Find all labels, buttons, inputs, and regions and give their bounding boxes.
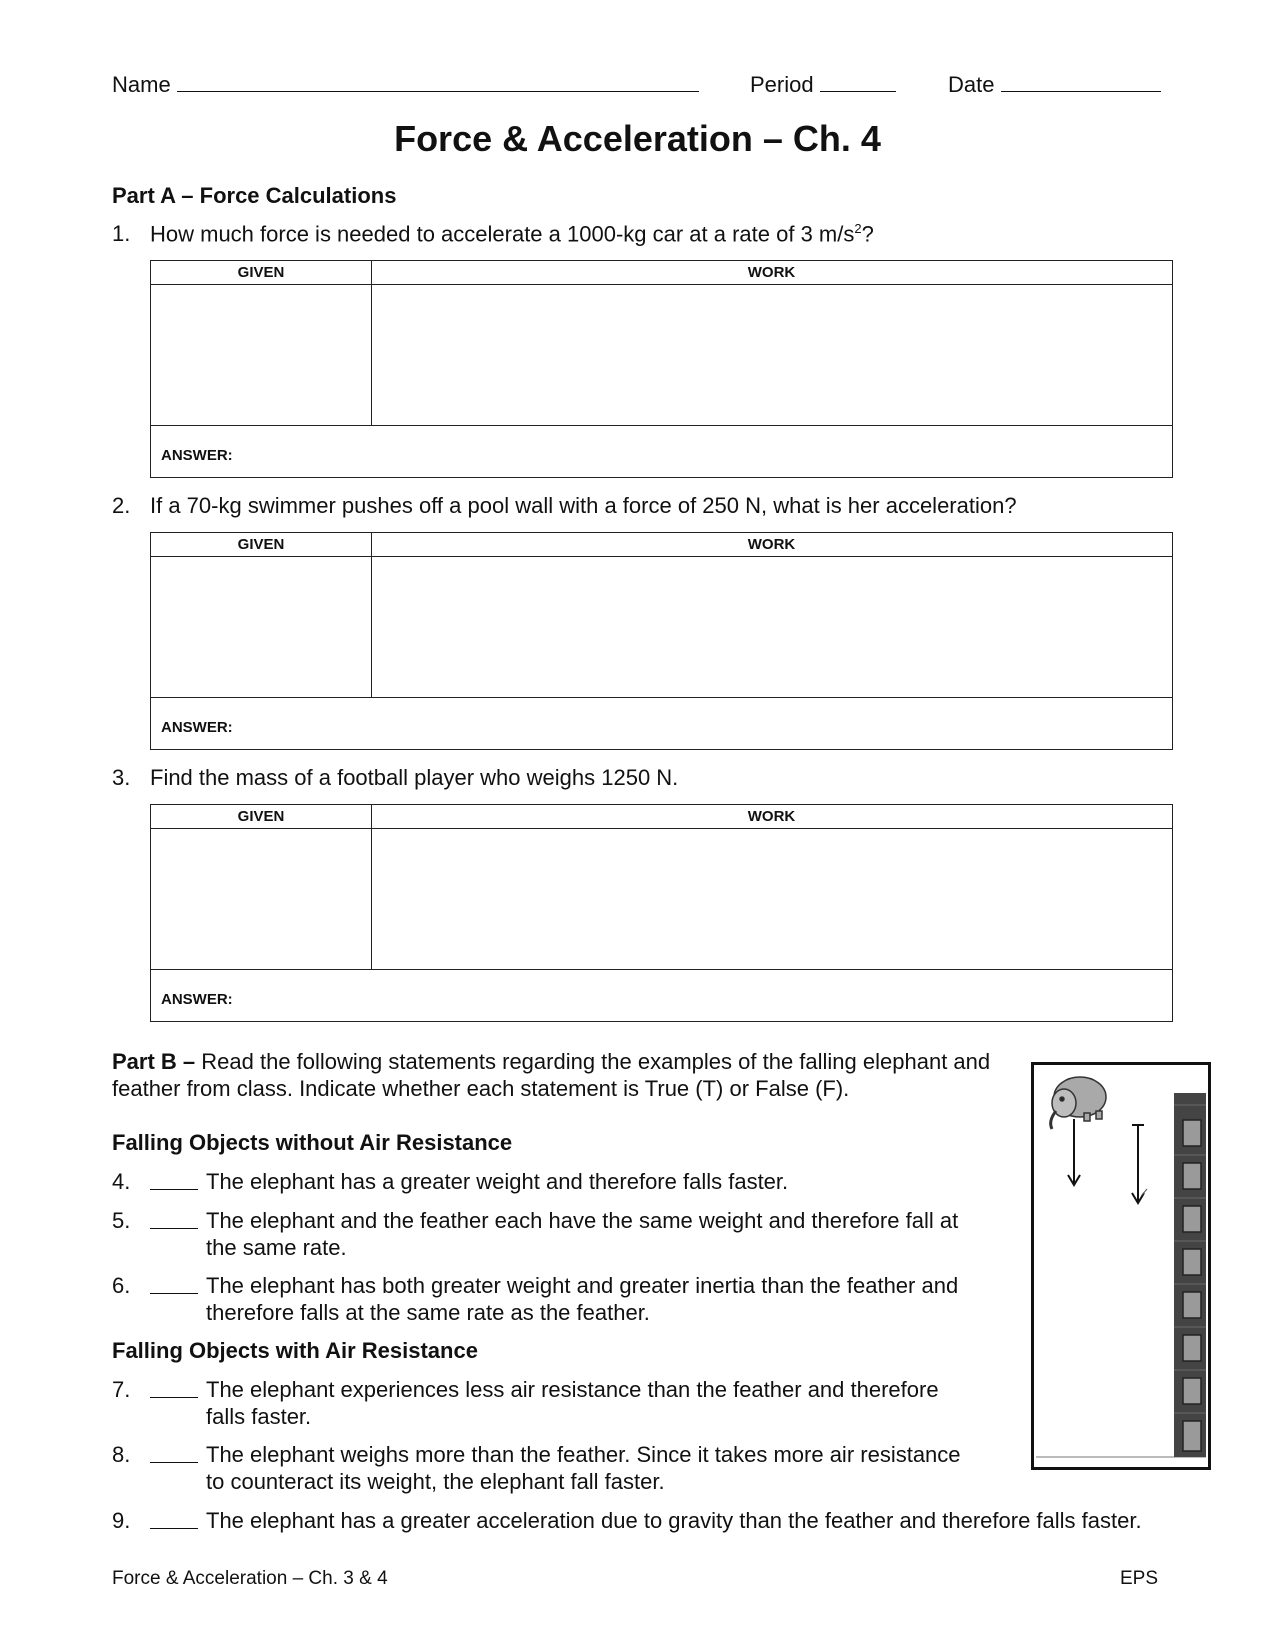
answer-box-2 xyxy=(150,532,1173,750)
answer-blank[interactable] xyxy=(150,1376,198,1398)
date-field xyxy=(948,72,1161,98)
part-b-heading: Part B – xyxy=(112,1049,196,1074)
question-number: 2. xyxy=(112,493,131,518)
statement-text: The elephant has both greater weight and greater inertia than the feather and xyxy=(206,1273,959,1298)
question-number: 1. xyxy=(112,221,131,246)
period-label: Period xyxy=(750,72,814,97)
question-text: Find the mass of a football player who weighs 1250 N. xyxy=(150,765,679,790)
elephant-fall-arrow xyxy=(1068,1119,1080,1185)
feather-fall-arrow xyxy=(1132,1125,1144,1203)
answer-box-1 xyxy=(150,260,1173,478)
answer-blank[interactable] xyxy=(150,1441,198,1463)
answer-blank[interactable] xyxy=(150,1207,198,1229)
work-header: WORK xyxy=(747,808,796,825)
date-label: Date xyxy=(948,72,995,97)
statement-number: 4. xyxy=(112,1169,131,1194)
footer-left: Force & Acceleration – Ch. 3 & 4 xyxy=(112,1568,388,1589)
falling-figure-svg xyxy=(1034,1065,1208,1467)
statement-text: The elephant and the feather each have the same weight and therefore fall at xyxy=(206,1208,959,1233)
question-number: 3. xyxy=(112,765,131,790)
given-header: GIVEN xyxy=(237,808,285,825)
footer-right: EPS xyxy=(1120,1568,1159,1589)
statement-text-cont: falls faster. xyxy=(206,1404,312,1429)
subheading-with-air: Falling Objects with Air Resistance xyxy=(112,1338,478,1363)
statement-number: 6. xyxy=(112,1273,131,1298)
statement-text: The elephant has a greater acceleration due to gravity than the feather and therefore falls faster. xyxy=(206,1508,1142,1533)
part-a-heading: Part A – Force Calculations xyxy=(112,183,397,208)
elephant-icon xyxy=(1051,1077,1106,1129)
answer-label: ANSWER: xyxy=(161,447,233,464)
subheading-without-air: Falling Objects without Air Resistance xyxy=(112,1130,513,1155)
statement-text-cont: the same rate. xyxy=(206,1235,347,1260)
given-header: GIVEN xyxy=(237,264,285,281)
given-header: GIVEN xyxy=(237,536,285,553)
answer-blank[interactable] xyxy=(150,1272,198,1294)
statement-number: 8. xyxy=(112,1442,131,1467)
period-field xyxy=(750,72,896,98)
statement-number: 5. xyxy=(112,1208,131,1233)
question-text: How much force is needed to accelerate a 1000-kg car at a rate of 3 $m/s^2$? xyxy=(150,221,874,247)
statement-number: 7. xyxy=(112,1377,131,1402)
answer-blank[interactable] xyxy=(150,1507,198,1529)
answer-label: ANSWER: xyxy=(161,991,233,1008)
answer-box-3 xyxy=(150,804,1173,1022)
statement-text: The elephant weighs more than the feather. Since it takes more air resistance xyxy=(206,1442,961,1467)
page-title: Force & Acceleration – Ch. 4 xyxy=(394,118,881,159)
name-blank[interactable] xyxy=(177,91,699,92)
date-blank[interactable] xyxy=(1001,91,1161,92)
statement-text-cont: to counteract its weight, the elephant fall faster. xyxy=(206,1469,665,1494)
part-b-intro xyxy=(112,1048,1012,1102)
part-b-instructions: Read the following statements regarding the examples of the falling elephant and feather from class. Indicate whether each statement is True (T) or False (F). xyxy=(112,1049,991,1101)
work-header: WORK xyxy=(747,536,796,553)
name-label: Name xyxy=(112,72,171,97)
statement-text: The elephant experiences less air resistance than the feather and therefore xyxy=(206,1377,939,1402)
statement-text-cont: therefore falls at the same rate as the feather. xyxy=(206,1300,650,1325)
answer-blank[interactable] xyxy=(150,1168,198,1190)
statement-number: 9. xyxy=(112,1508,131,1533)
period-blank[interactable] xyxy=(820,91,896,92)
elephant-falling-from-tower-icon xyxy=(1031,1062,1211,1470)
work-header: WORK xyxy=(747,264,796,281)
question-text: If a 70-kg swimmer pushes off a pool wall with a force of 250 N, what is her acceleration? xyxy=(150,493,1017,518)
answer-label: ANSWER: xyxy=(161,719,233,736)
name-field xyxy=(112,72,699,98)
statement-text: The elephant has a greater weight and therefore falls faster. xyxy=(206,1169,789,1194)
